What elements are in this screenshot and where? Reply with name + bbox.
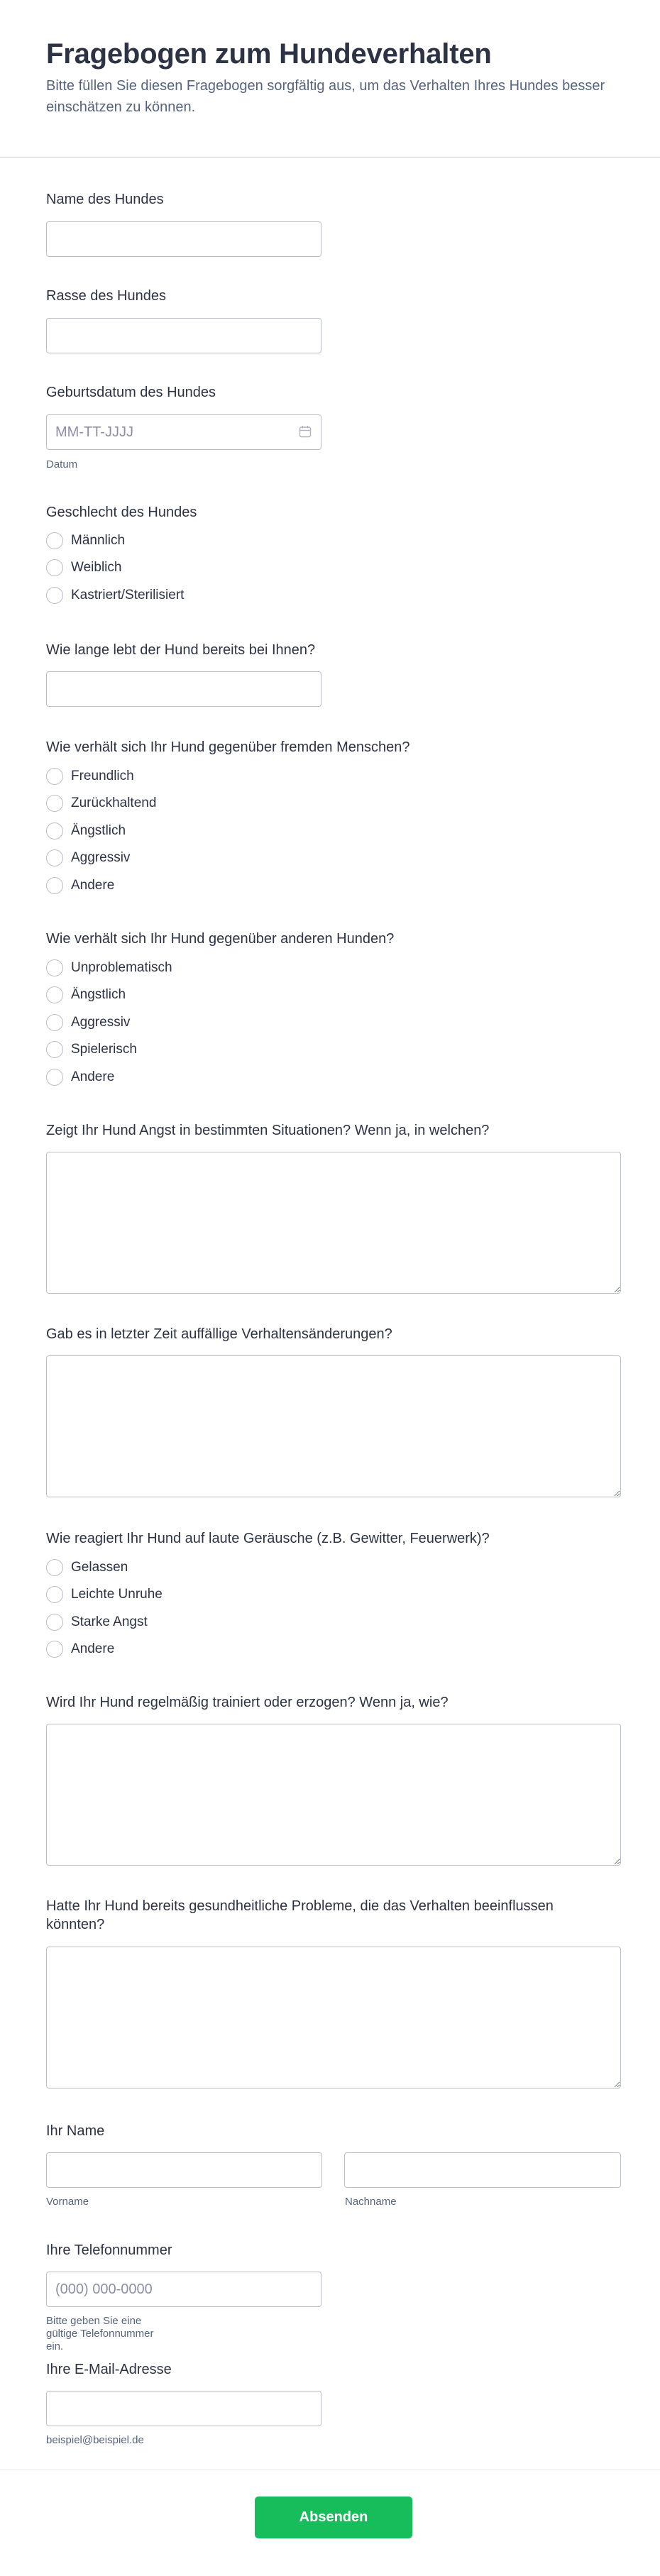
option-label: Gelassen <box>71 1560 128 1575</box>
radio-option[interactable] <box>46 1612 148 1633</box>
question-label: Wie verhält sich Ihr Hund gegenüber anderen Hunden? <box>46 931 395 947</box>
radio-option[interactable] <box>46 1012 130 1033</box>
email-sublabel: beispiel@beispiel.de <box>46 2434 144 2446</box>
form-header <box>0 0 660 158</box>
option-label: Unproblematisch <box>71 960 172 975</box>
question-other-dogs <box>46 930 395 1084</box>
radio-button[interactable] <box>46 986 63 1003</box>
question-label: Ihre E-Mail-Adresse <box>46 2362 172 2377</box>
question-label: Hatte Ihr Hund bereits gesundheitliche Probleme, die das Verhalten beeinflussen könnten? <box>46 1898 554 1932</box>
first-name-input[interactable] <box>46 2152 322 2188</box>
radio-option[interactable] <box>46 1584 163 1605</box>
question-label: Wird Ihr Hund regelmäßig trainiert oder erzogen? Wenn ja, wie? <box>46 1695 449 1710</box>
radio-button[interactable] <box>46 587 63 604</box>
radio-button[interactable] <box>46 559 63 576</box>
question-training <box>46 1693 449 1712</box>
option-label: Starke Angst <box>71 1614 148 1629</box>
option-label: Andere <box>71 1069 115 1084</box>
duration-input[interactable] <box>46 671 321 707</box>
radio-button[interactable] <box>46 1586 63 1603</box>
first-name-sublabel: Vorname <box>46 2196 89 2208</box>
radio-button[interactable] <box>46 1641 63 1658</box>
submit-button[interactable]: Absenden <box>255 2497 412 2538</box>
radio-option[interactable] <box>46 1067 114 1088</box>
question-phone <box>46 2241 172 2352</box>
option-label: Spielerisch <box>71 1042 137 1057</box>
radio-button[interactable] <box>46 849 63 866</box>
radio-button[interactable] <box>46 1614 63 1631</box>
option-label: Weiblich <box>71 560 122 575</box>
calendar-icon[interactable] <box>299 425 312 438</box>
option-label: Kastriert/Sterilisiert <box>71 588 185 602</box>
option-label: Männlich <box>71 533 126 548</box>
radio-button[interactable] <box>46 795 63 812</box>
option-label: Aggressiv <box>71 1015 131 1030</box>
question-label: Wie lange lebt der Hund bereits bei Ihnen? <box>46 642 316 658</box>
fear-textarea[interactable] <box>46 1152 621 1294</box>
question-dog-name <box>46 190 164 209</box>
phone-sublabel: Bitte geben Sie eine gültige Telefonnummer ein. <box>46 2315 154 2352</box>
dog-name-input[interactable] <box>46 221 321 257</box>
radio-option[interactable] <box>46 1039 137 1060</box>
phone-input[interactable] <box>46 2272 321 2307</box>
radio-option[interactable] <box>46 793 156 814</box>
radio-option[interactable] <box>46 557 121 578</box>
radio-option[interactable] <box>46 766 134 787</box>
radio-button[interactable] <box>46 1014 63 1031</box>
radio-option[interactable] <box>46 1557 128 1578</box>
option-label: Ängstlich <box>71 987 126 1002</box>
option-label: Leichte Unruhe <box>71 1587 163 1602</box>
radio-button[interactable] <box>46 1559 63 1576</box>
question-email <box>46 2360 172 2446</box>
question-dog-birthdate <box>46 383 216 470</box>
radio-option[interactable] <box>46 875 114 896</box>
changes-textarea[interactable] <box>46 1355 621 1497</box>
question-fear <box>46 1121 489 1140</box>
radio-option[interactable] <box>46 530 125 551</box>
option-label: Ängstlich <box>71 823 126 838</box>
question-label: Ihre Telefonnummer <box>46 2242 172 2258</box>
date-field <box>46 414 321 450</box>
option-label: Andere <box>71 1641 115 1656</box>
option-label: Zurückhaltend <box>71 796 157 810</box>
radio-option[interactable] <box>46 847 130 869</box>
question-label: Wie verhält sich Ihr Hund gegenüber fremden Menschen? <box>46 739 410 755</box>
last-name-input[interactable] <box>344 2152 621 2188</box>
radio-button[interactable] <box>46 768 63 785</box>
question-label: Gab es in letzter Zeit auffällige Verhaltensänderungen? <box>46 1326 392 1342</box>
question-owner-name <box>46 2122 397 2208</box>
birthdate-input[interactable] <box>46 414 321 450</box>
question-changes <box>46 1325 392 1343</box>
radio-button[interactable] <box>46 1041 63 1058</box>
question-label: Wie reagiert Ihr Hund auf laute Geräusche (z.B. Gewitter, Feuerwerk)? <box>46 1531 490 1546</box>
option-label: Freundlich <box>71 769 134 783</box>
question-label: Geburtsdatum des Hundes <box>46 385 216 400</box>
radio-option[interactable] <box>46 820 126 842</box>
question-label: Ihr Name <box>46 2123 105 2139</box>
last-name-sublabel: Nachname <box>345 2196 397 2208</box>
question-dog-breed <box>46 287 166 305</box>
health-textarea[interactable] <box>46 1947 621 2088</box>
email-input[interactable] <box>46 2391 321 2426</box>
birthdate-sublabel: Datum <box>46 458 78 470</box>
radio-option[interactable] <box>46 1639 114 1660</box>
question-label: Zeigt Ihr Hund Angst in bestimmten Situationen? Wenn ja, in welchen? <box>46 1123 490 1138</box>
form-title: Fragebogen zum Hundeverhalten <box>46 38 492 70</box>
question-strangers <box>46 738 410 893</box>
radio-option[interactable] <box>46 957 172 979</box>
radio-option[interactable] <box>46 585 184 606</box>
question-health <box>46 1897 614 1934</box>
question-label: Geschlecht des Hundes <box>46 505 197 520</box>
radio-button[interactable] <box>46 532 63 549</box>
radio-button[interactable] <box>46 877 63 894</box>
question-duration <box>46 641 315 659</box>
question-noise <box>46 1529 490 1656</box>
radio-button[interactable] <box>46 1069 63 1086</box>
question-dog-sex <box>46 503 197 602</box>
radio-option[interactable] <box>46 984 126 1006</box>
radio-button[interactable] <box>46 822 63 840</box>
question-label: Rasse des Hundes <box>46 288 166 304</box>
training-textarea[interactable] <box>46 1724 621 1866</box>
option-label: Aggressiv <box>71 850 131 865</box>
form-subtitle: Bitte füllen Sie diesen Fragebogen sorgfältig aus, um das Verhalten Ihres Hundes besser einschätzen zu können. <box>46 78 605 115</box>
radio-button[interactable] <box>46 959 63 976</box>
option-label: Andere <box>71 878 115 893</box>
dog-breed-input[interactable] <box>46 318 321 353</box>
question-label: Name des Hundes <box>46 192 164 207</box>
